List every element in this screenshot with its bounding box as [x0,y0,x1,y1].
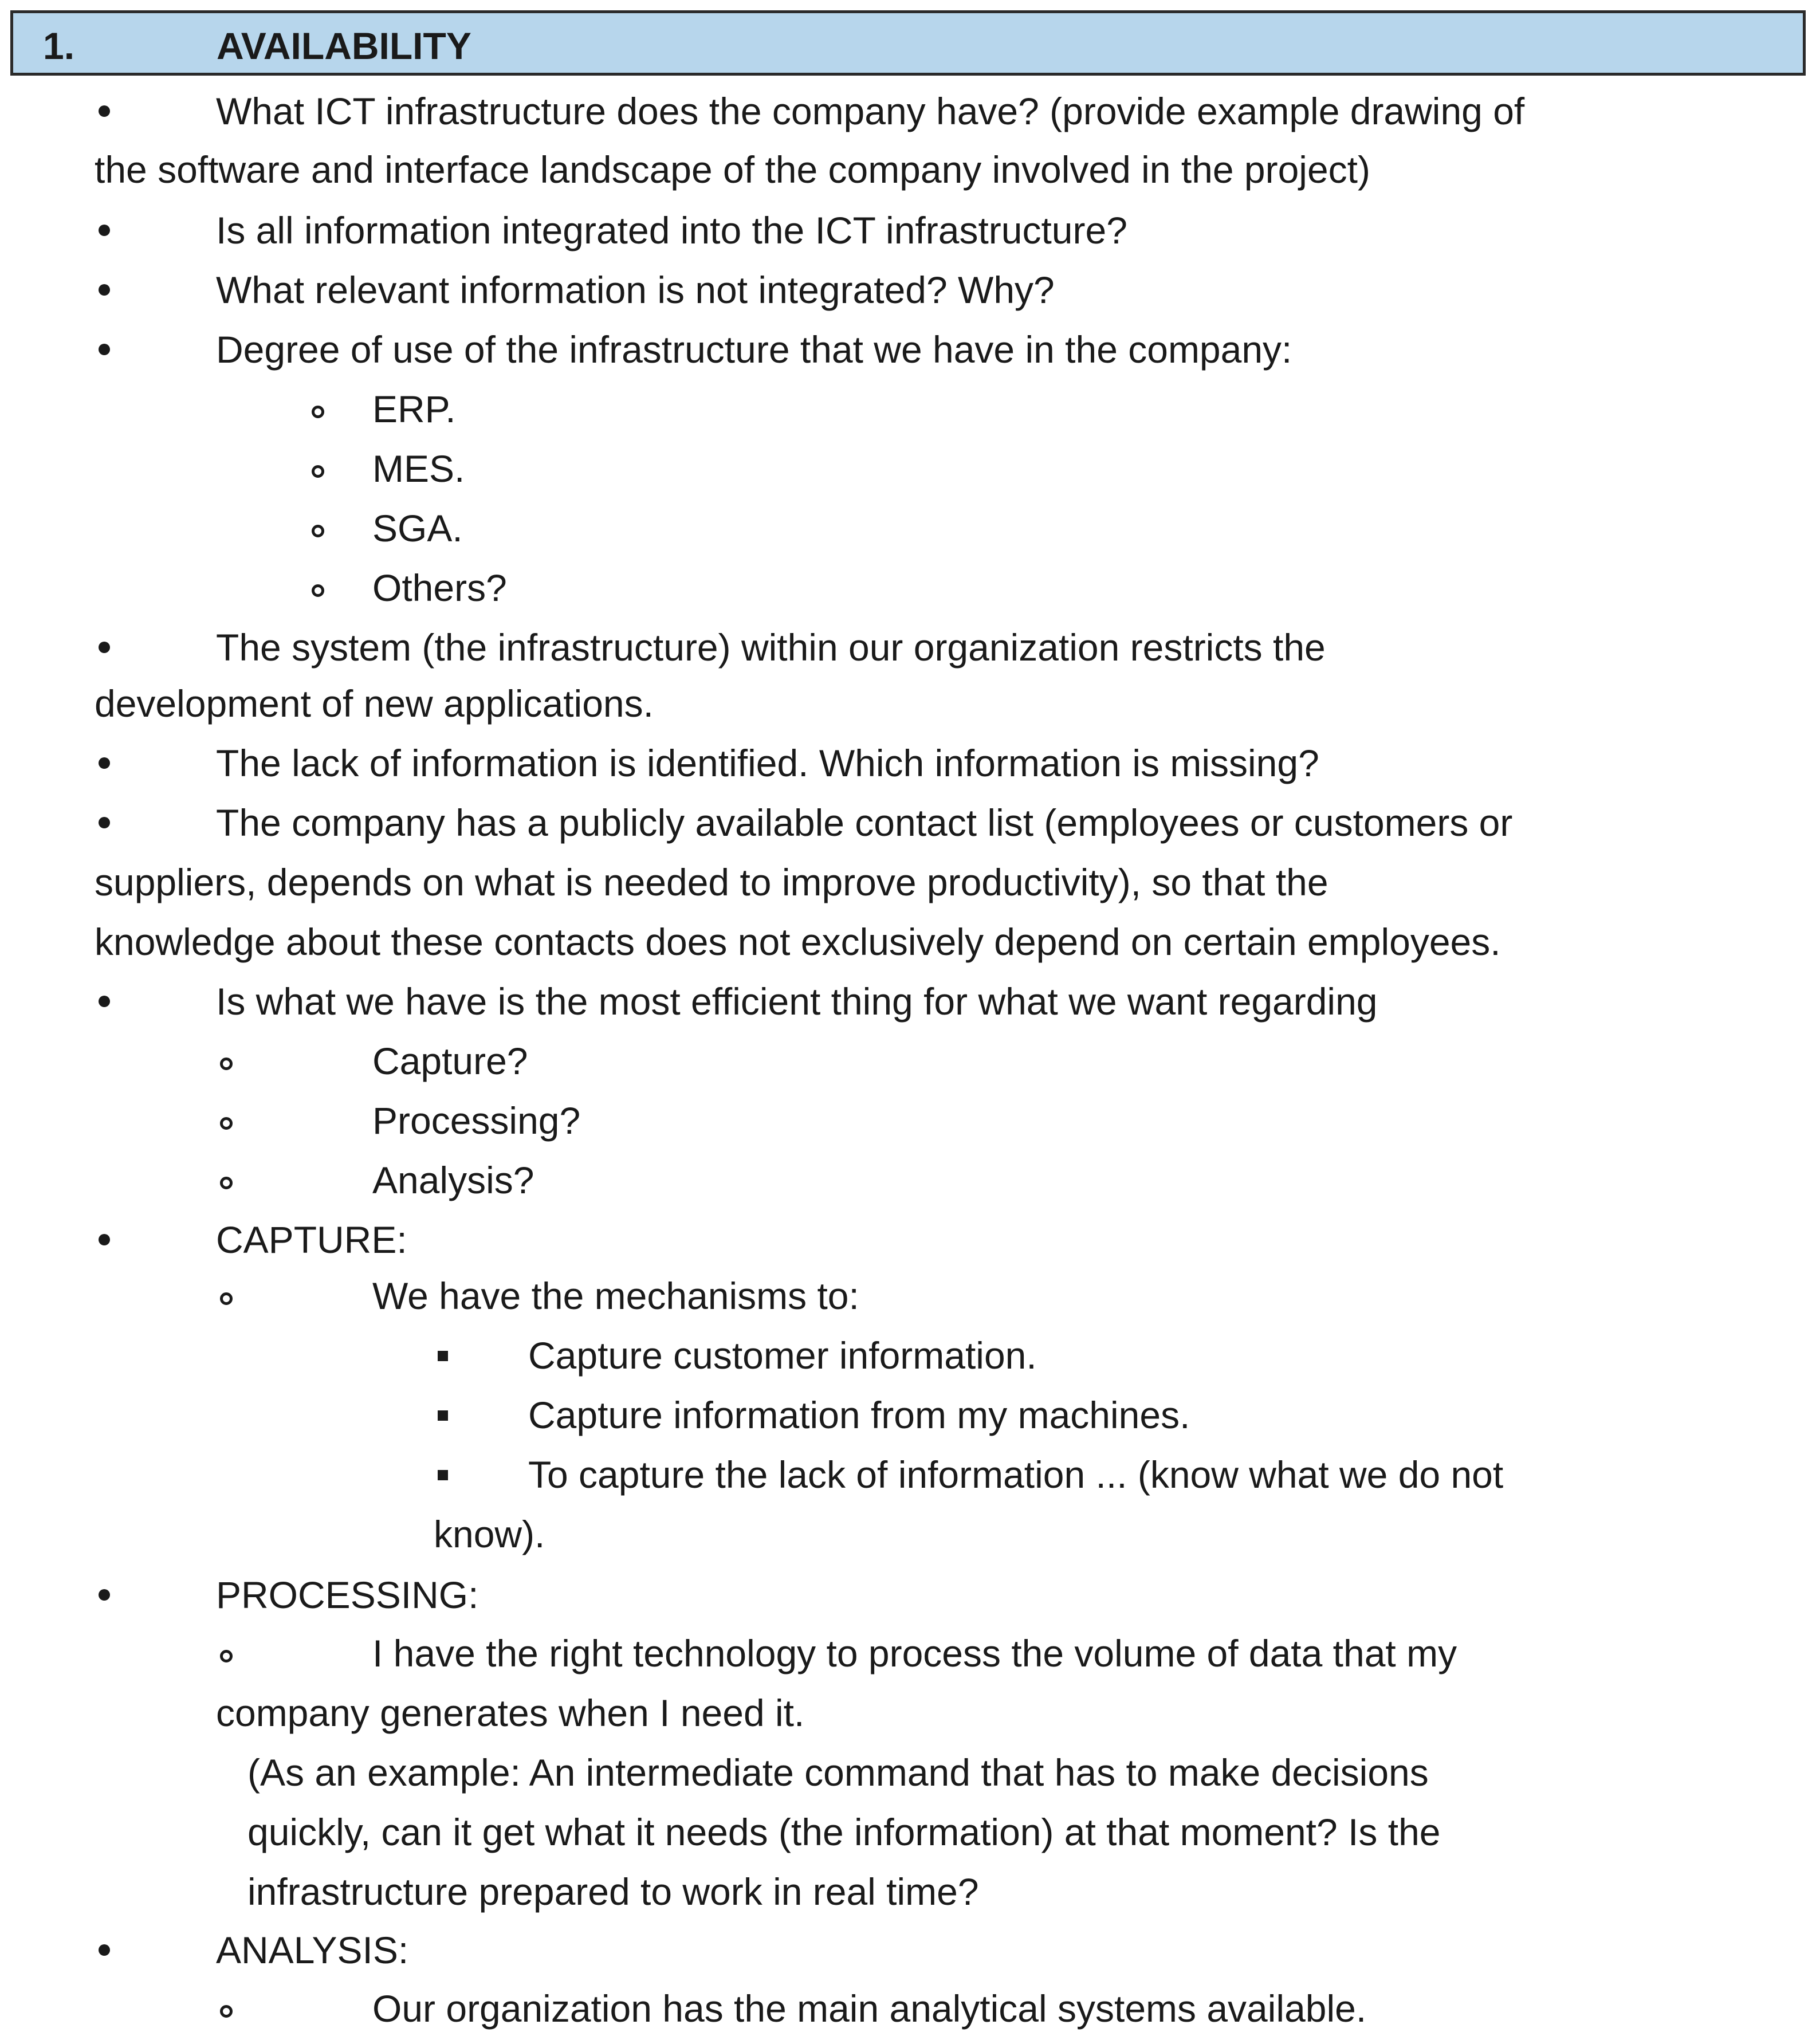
sub-item-analysis: Analysis? [372,1159,534,1201]
circle-bullet-icon [220,1058,233,1070]
sub-item-sga: SGA. [372,507,463,549]
example-note: (As an example: An intermediate command that has to make decisions [247,1751,1429,1794]
sub-item-capture: Capture? [372,1040,528,1082]
list-item-continuation: development of new applications. [95,682,654,725]
bullet-icon [99,757,110,769]
circle-bullet-icon [312,406,324,418]
sub-sub-item-lack-of-information: To capture the lack of information ... (know what we do not [528,1453,1504,1496]
sub-item-mechanisms: We have the mechanisms to: [372,1275,859,1317]
list-item-not-integrated: What relevant information is not integrated? Why? [216,269,1055,311]
section-header [10,10,1806,76]
list-item-continuation: suppliers, depends on what is needed to improve productivity), so that the [95,861,1328,903]
circle-bullet-icon [220,1177,233,1189]
bullet-icon [99,642,110,653]
circle-bullet-icon [220,2005,233,2018]
sub-item-processing: Processing? [372,1099,581,1142]
sub-item-analytical-systems: Our organization has the main analytical systems available. [372,1987,1367,2030]
bullet-icon [99,1589,110,1601]
sub-item-erp: ERP. [372,388,456,430]
example-note: infrastructure prepared to work in real time? [247,1870,979,1913]
circle-bullet-icon [312,525,324,537]
circle-bullet-icon [220,1117,233,1130]
section-title: AVAILABILITY [217,25,471,67]
list-item-continuation: the software and interface landscape of the company involved in the project) [95,148,1370,191]
circle-bullet-icon [220,1292,233,1305]
list-item-analysis-heading: ANALYSIS: [216,1929,409,1971]
circle-bullet-icon [220,1650,233,1662]
sub-item-others: Others? [372,567,507,609]
square-bullet-icon [438,1410,448,1421]
sub-item-mes: MES. [372,447,465,490]
list-item-lack-of-information: The lack of information is identified. Which information is missing? [216,742,1319,784]
list-item-capture-heading: CAPTURE: [216,1218,407,1261]
bullet-icon [99,284,110,296]
example-note: quickly, can it get what it needs (the information) at that moment? Is the [247,1811,1441,1853]
sub-item-continuation: company generates when I need it. [216,1692,805,1734]
list-item-system-restricts: The system (the infrastructure) within our organization restricts the [216,626,1326,669]
bullet-icon [99,225,110,236]
list-item-most-efficient: Is what we have is the most efficient thing for what we want regarding [216,980,1378,1023]
sub-sub-item-continuation: know). [434,1513,545,1555]
bullet-icon [99,817,110,828]
bullet-icon [99,1944,110,1956]
square-bullet-icon [438,1351,448,1361]
circle-bullet-icon [312,465,324,478]
square-bullet-icon [438,1470,448,1480]
sub-sub-item-customer-information: Capture customer information. [528,1334,1037,1377]
sub-sub-item-machine-information: Capture information from my machines. [528,1394,1190,1436]
list-item-continuation: knowledge about these contacts does not exclusively depend on certain employees. [95,921,1501,963]
list-item-processing-heading: PROCESSING: [216,1574,479,1616]
list-item-information-integrated: Is all information integrated into the ICT infrastructure? [216,209,1127,251]
bullet-icon [99,1234,110,1245]
bullet-icon [99,996,110,1007]
list-item-contact-list: The company has a publicly available contact list (employees or customers or [216,801,1513,844]
bullet-icon [99,344,110,355]
circle-bullet-icon [312,584,324,597]
list-item-ict-infrastructure: What ICT infrastructure does the company have? (provide example drawing of [216,90,1525,132]
sub-item-right-technology: I have the right technology to process the volume of data that my [372,1632,1457,1674]
list-item-degree-of-use: Degree of use of the infrastructure that we have in the company: [216,328,1292,371]
bullet-icon [99,105,110,117]
section-number: 1. [43,25,75,67]
